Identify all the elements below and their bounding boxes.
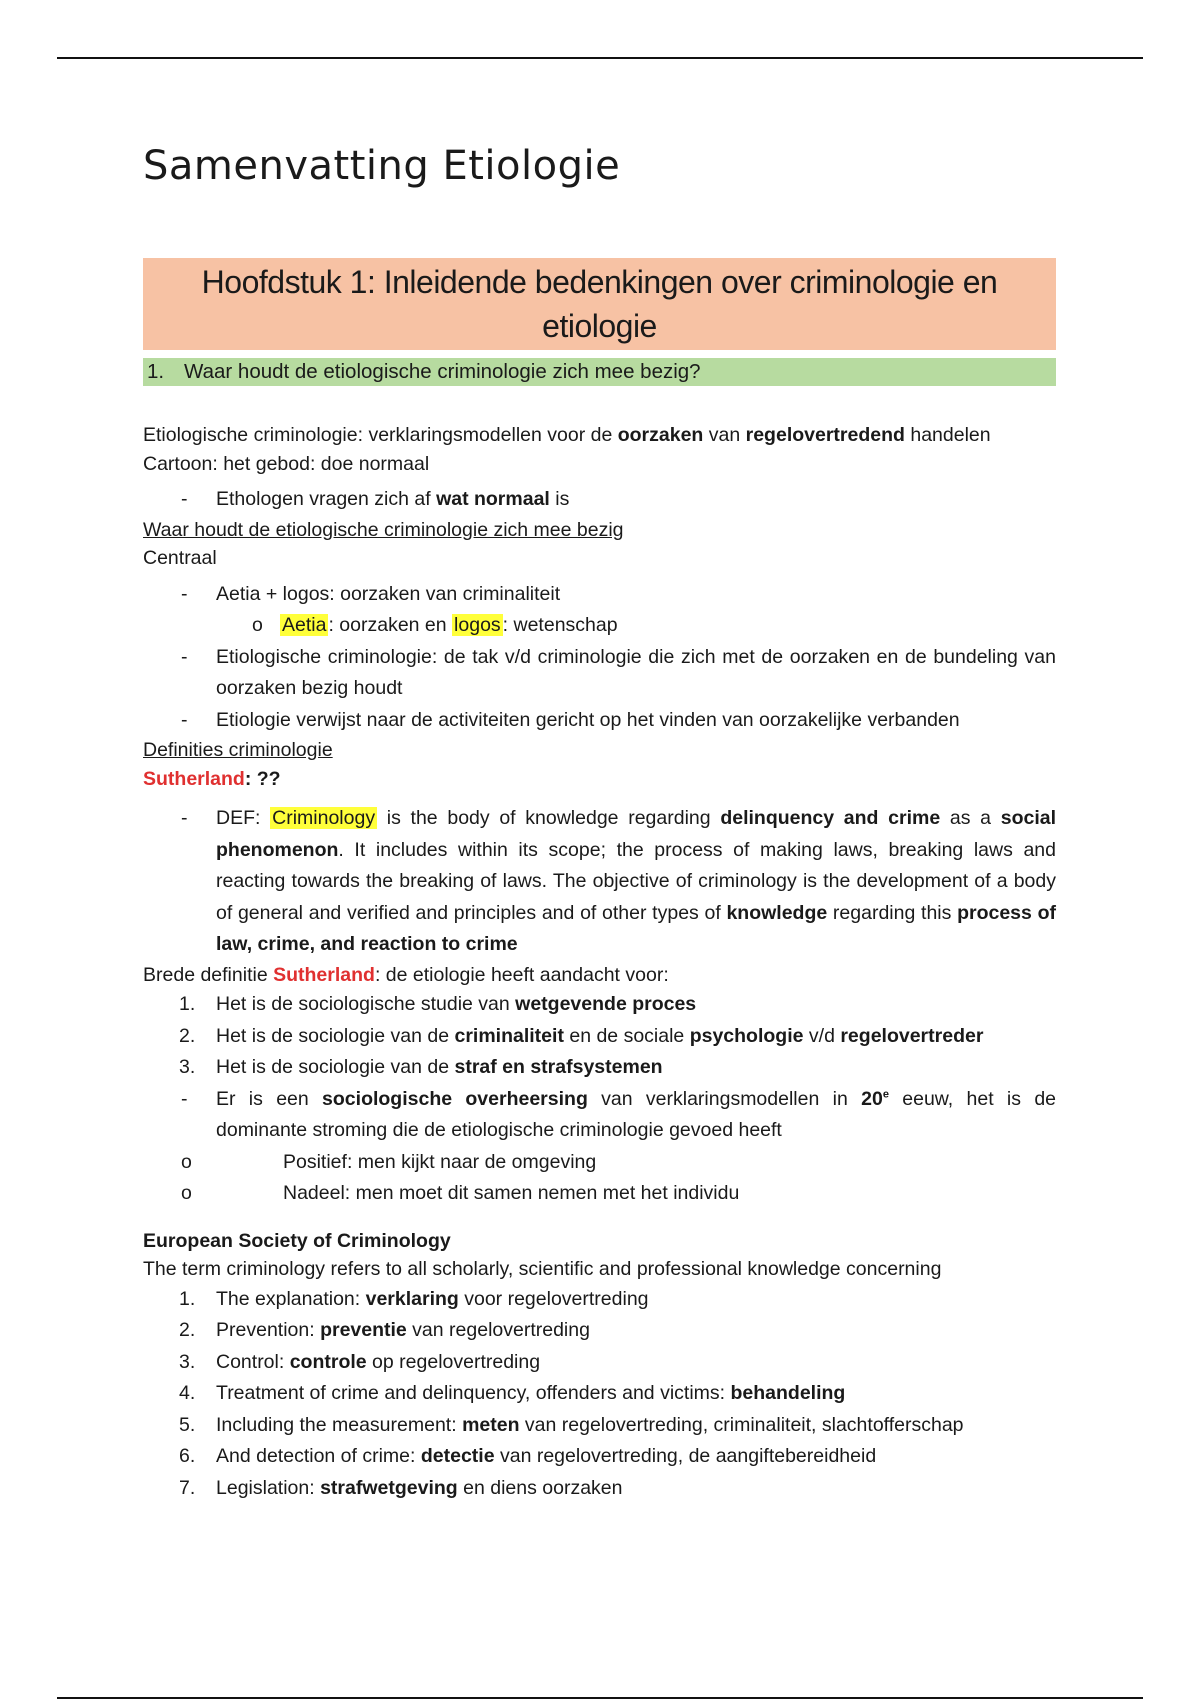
text: as a — [940, 807, 1001, 829]
bold-text: straf en strafsystemen — [454, 1056, 663, 1078]
text: Legislation: — [216, 1476, 321, 1499]
text: Prevention: — [216, 1319, 321, 1341]
list-item: o Nadeel: men moet dit samen nemen met het individu — [143, 1178, 1056, 1210]
section-title: Waar houdt de etiologische criminologie zich mee bezig? — [184, 360, 701, 383]
list-item: - Etiologie verwijst naar de activiteiten gericht op het vinden van oorzakelijke verbanden — [143, 705, 1056, 737]
list-number: 1. — [179, 1287, 196, 1310]
intro-line-1 — [143, 421, 1056, 450]
list-number: 1. — [179, 993, 196, 1015]
text: van regelovertreding, de aangiftebereidheid — [494, 1445, 877, 1467]
text: : de etiologie heeft aandacht voor: — [374, 963, 669, 986]
sub-bullets — [216, 610, 1056, 642]
text: van verklaringsmodellen in — [587, 1087, 862, 1110]
highlighted-text: Criminology — [272, 807, 376, 829]
list-item — [143, 989, 1056, 1021]
bold-text: strafwetgeving — [320, 1476, 458, 1499]
list-item — [143, 1410, 1056, 1442]
list-item — [143, 1378, 1056, 1410]
text: is the body of knowledge regarding — [377, 807, 721, 829]
text: Aetia + logos: oorzaken van criminaliteit — [216, 582, 561, 605]
bold-text: regelovertredend — [745, 424, 905, 446]
bold-text: delinquency and crime — [720, 807, 941, 829]
list-item — [143, 1284, 1056, 1316]
text: van — [703, 424, 746, 446]
section-number: 1. — [147, 360, 165, 383]
list-item — [143, 1441, 1056, 1473]
list-item — [216, 610, 1056, 642]
text: regarding this — [827, 901, 958, 924]
list-item — [143, 1021, 1056, 1053]
list-item — [143, 1347, 1056, 1379]
list-number: 2. — [179, 1024, 196, 1047]
list-item: - Etiologische criminologie: de tak v/d criminologie die zich met de oorzaken en de bundeling van oorzaken bezig houdt — [143, 642, 1056, 705]
bold-text: oorzaken — [617, 424, 704, 446]
text: Er is een — [216, 1087, 323, 1110]
bold-text: knowledge — [726, 901, 828, 924]
subheading-definities: Definities criminologie — [143, 739, 333, 761]
bold-text: verklaring — [365, 1287, 459, 1310]
bold-text: psychologie — [689, 1024, 804, 1047]
text: Ethologen vragen zich af — [216, 488, 437, 510]
bottom-rule — [57, 1697, 1143, 1699]
top-rule — [57, 57, 1143, 59]
text: Het is de sociologie van de — [216, 1056, 455, 1078]
text: en diens oorzaken — [457, 1476, 623, 1499]
bold-text: meten — [462, 1413, 520, 1436]
label-centraal: Centraal — [143, 547, 217, 569]
centraal-bullets — [143, 579, 1056, 737]
document-body — [143, 135, 1056, 1504]
list-number: 4. — [179, 1382, 196, 1404]
list-number: 7. — [179, 1476, 196, 1499]
text: : wetenschap — [502, 614, 618, 636]
definition-item — [143, 803, 1056, 961]
bold-text: social phenomenon — [216, 807, 1057, 861]
text: op regelovertreding — [366, 1350, 541, 1373]
dominance-bullets — [143, 1084, 1056, 1210]
list-number: 5. — [179, 1413, 196, 1436]
bold-text: behandeling — [730, 1382, 846, 1404]
text: Including the measurement: — [216, 1413, 463, 1436]
bold-text: regelovertreder — [840, 1024, 984, 1047]
bold-text: process of law, crime, and reaction to crime — [216, 901, 1056, 955]
text: Etiologische criminologie: verklaringsmodellen voor de — [143, 424, 618, 446]
list-item — [143, 1315, 1056, 1347]
text: . It includes within its scope; the process of making laws, breaking laws and reacting towards the breaking of laws. The objective of criminology is the development of a body of general and verified and principles and of other types of — [216, 838, 1056, 924]
list-item — [143, 1084, 1056, 1210]
text: DEF: — [216, 807, 271, 829]
text: eeuw, het is de dominante stroming die de etiologische criminologie gevoed heeft — [216, 1087, 1057, 1141]
brede-definitie — [143, 961, 1056, 990]
bold-text: detectie — [420, 1445, 495, 1467]
list-item: o Positief: men kijkt naar de omgeving — [143, 1147, 1056, 1179]
text: is — [549, 488, 570, 510]
name-highlight: Sutherland — [273, 963, 375, 986]
intro-bullets — [143, 484, 1056, 516]
document-title: Samenvatting Etiologie — [143, 143, 621, 189]
list-number: 3. — [179, 1350, 196, 1373]
bold-text: 20 — [861, 1087, 883, 1110]
list-item — [143, 484, 1056, 516]
text: Het is de sociologische studie van — [216, 993, 516, 1015]
sutherland-line — [143, 765, 1056, 794]
brede-definitie-list — [143, 989, 1056, 1084]
intro-line-2: Cartoon: het gebod: doe normaal — [143, 452, 430, 475]
chapter-heading: Hoofdstuk 1: Inleidende bedenkingen over criminologie en etiologie — [143, 258, 1056, 350]
highlighted-text: Aetia — [282, 614, 327, 636]
list-number: 2. — [179, 1319, 196, 1341]
text: Treatment of crime and delinquency, offenders and victims: — [216, 1382, 731, 1404]
text: And detection of crime: — [216, 1445, 421, 1467]
list-item — [143, 1052, 1056, 1084]
bold-text: sociologische overheersing — [322, 1087, 588, 1110]
text: van regelovertreding — [406, 1319, 590, 1341]
text: Control: — [216, 1350, 290, 1373]
definition-bullets — [143, 803, 1056, 961]
esc-heading — [143, 1227, 1056, 1256]
sub-bullets — [143, 1147, 1056, 1210]
bold-text: wetgevende proces — [515, 993, 697, 1015]
list-number: 3. — [179, 1056, 196, 1078]
text: v/d — [803, 1024, 841, 1047]
esc-intro: The term criminology refers to all scholarly, scientific and professional knowledge concerning — [143, 1258, 942, 1280]
list-number: 6. — [179, 1445, 196, 1467]
bold-text: controle — [289, 1350, 367, 1373]
bold-text: European Society of Criminology — [143, 1229, 451, 1252]
name-highlight: Sutherland — [143, 767, 245, 790]
highlighted-text: logos — [454, 614, 501, 636]
text: handelen — [904, 424, 991, 446]
esc-list — [143, 1284, 1056, 1505]
section-heading — [143, 358, 1056, 386]
text: The explanation: — [216, 1287, 366, 1310]
text: Brede definitie — [143, 963, 274, 986]
bold-text: criminaliteit — [454, 1024, 564, 1047]
text: Het is de sociologie van de — [216, 1024, 455, 1047]
text: en de sociale — [563, 1024, 690, 1047]
text: van regelovertreding, criminaliteit, slachtofferschap — [519, 1413, 964, 1436]
text: : oorzaken en — [328, 614, 453, 636]
subheading-waar-houdt: Waar houdt de etiologische criminologie zich mee bezig — [143, 518, 624, 541]
superscript: e — [882, 1088, 889, 1100]
list-item — [143, 1473, 1056, 1505]
bold-text: wat normaal — [436, 488, 550, 510]
list-item — [143, 579, 1056, 642]
bold-text: preventie — [320, 1319, 407, 1341]
text: voor regelovertreding — [458, 1287, 649, 1310]
bold-text: : ?? — [244, 767, 281, 790]
